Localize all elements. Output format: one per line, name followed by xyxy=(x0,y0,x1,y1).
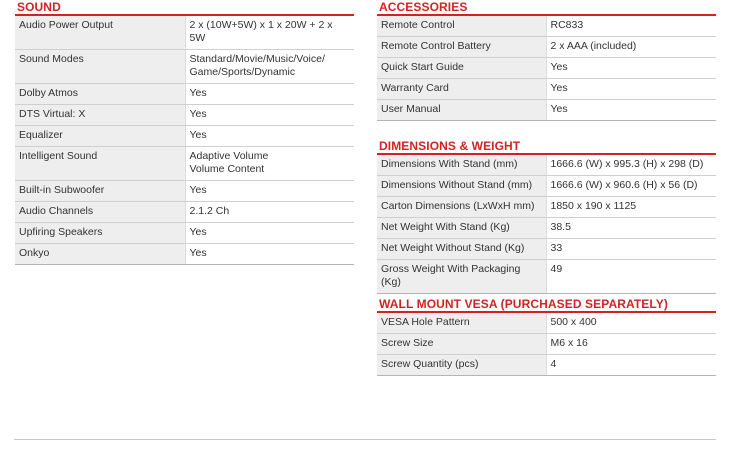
spec-value: 49 xyxy=(546,260,716,294)
table-row xyxy=(377,37,716,58)
spec-label: Onkyo xyxy=(15,244,185,265)
spec-label: Dolby Atmos xyxy=(15,84,185,105)
spec-value: M6 x 16 xyxy=(546,334,716,355)
spec-value-line1: Adaptive Volume xyxy=(189,150,269,162)
table-row xyxy=(377,260,716,294)
dimensions-title: DIMENSIONS & WEIGHT xyxy=(379,139,521,153)
table-row xyxy=(15,202,354,223)
spec-label: DTS Virtual: X xyxy=(15,105,185,126)
spec-label: Audio Channels xyxy=(15,202,185,223)
spec-label: Built-in Subwoofer xyxy=(15,181,185,202)
table-row xyxy=(377,239,716,260)
table-row xyxy=(377,334,716,355)
spec-value: Yes xyxy=(185,105,354,126)
spec-value: 33 xyxy=(546,239,716,260)
sound-table xyxy=(15,16,354,265)
table-row xyxy=(377,79,716,100)
sound-section xyxy=(15,0,354,265)
table-row xyxy=(15,16,354,50)
sound-title: SOUND xyxy=(17,0,61,14)
spec-value: Yes xyxy=(185,181,354,202)
table-row xyxy=(15,181,354,202)
spec-value: 2 x (10W+5W) x 1 x 20W + 2 x 5W xyxy=(185,16,354,50)
spec-label: Gross Weight With Packaging (Kg) xyxy=(377,260,546,294)
spec-label: Net Weight Without Stand (Kg) xyxy=(377,239,546,260)
table-row xyxy=(377,100,716,121)
spec-value: Yes xyxy=(185,244,354,265)
spec-value: 4 xyxy=(546,355,716,376)
spec-value-line2: Volume Content xyxy=(189,163,265,175)
spec-value: 2.1.2 Ch xyxy=(185,202,354,223)
spec-label: Sound Modes xyxy=(15,50,185,84)
spec-label: Screw Size xyxy=(377,334,546,355)
spec-label: Equalizer xyxy=(15,126,185,147)
spec-label: User Manual xyxy=(377,100,546,121)
spec-label: Warranty Card xyxy=(377,79,546,100)
spec-value: 1850 x 190 x 1125 xyxy=(546,197,716,218)
spec-label: Screw Quantity (pcs) xyxy=(377,355,546,376)
spec-label: VESA Hole Pattern xyxy=(377,313,546,334)
table-row xyxy=(377,355,716,376)
table-row xyxy=(15,147,354,181)
spec-value: Yes xyxy=(185,84,354,105)
spec-value: RC833 xyxy=(546,16,716,37)
spec-label: Intelligent Sound xyxy=(15,147,185,181)
table-row xyxy=(15,105,354,126)
spec-label: Remote Control Battery xyxy=(377,37,546,58)
table-row xyxy=(377,155,716,176)
table-row xyxy=(15,126,354,147)
spec-value: Yes xyxy=(185,223,354,244)
spec-label: Quick Start Guide xyxy=(377,58,546,79)
spec-value: Yes xyxy=(185,126,354,147)
vesa-section xyxy=(377,297,716,376)
spec-value: 1666.6 (W) x 960.6 (H) x 56 (D) xyxy=(546,176,716,197)
table-row xyxy=(15,244,354,265)
spec-value-line2: Game/Sports/Dynamic xyxy=(189,66,296,78)
accessories-table xyxy=(377,16,716,121)
table-row xyxy=(377,176,716,197)
table-row xyxy=(377,197,716,218)
table-row xyxy=(15,50,354,84)
vesa-title: WALL MOUNT VESA (PURCHASED SEPARATELY) xyxy=(379,297,668,311)
spec-label: Upfiring Speakers xyxy=(15,223,185,244)
table-row xyxy=(377,16,716,37)
spec-value: 38.5 xyxy=(546,218,716,239)
spec-label: Remote Control xyxy=(377,16,546,37)
spec-label: Dimensions With Stand (mm) xyxy=(377,155,546,176)
vesa-table xyxy=(377,313,716,376)
spec-value: 1666.6 (W) x 995.3 (H) x 298 (D) xyxy=(546,155,716,176)
spec-value: 500 x 400 xyxy=(546,313,716,334)
spec-value: Yes xyxy=(546,58,716,79)
table-row xyxy=(15,223,354,244)
spec-label: Carton Dimensions (LxWxH mm) xyxy=(377,197,546,218)
accessories-section xyxy=(377,0,716,121)
dimensions-section xyxy=(377,139,716,294)
spec-value-line1: Standard/Movie/Music/Voice/ xyxy=(189,53,325,65)
accessories-title: ACCESSORIES xyxy=(379,0,468,14)
spec-value: Yes xyxy=(546,79,716,100)
spec-label: Dimensions Without Stand (mm) xyxy=(377,176,546,197)
table-row xyxy=(377,218,716,239)
page-bottom-divider xyxy=(14,439,716,440)
table-row xyxy=(15,84,354,105)
spec-value: Yes xyxy=(546,100,716,121)
spec-label: Net Weight With Stand (Kg) xyxy=(377,218,546,239)
table-row xyxy=(377,313,716,334)
dimensions-table xyxy=(377,155,716,294)
spec-label: Audio Power Output xyxy=(15,16,185,50)
spec-value xyxy=(185,147,354,181)
spec-value xyxy=(185,50,354,84)
spec-value: 2 x AAA (included) xyxy=(546,37,716,58)
table-row xyxy=(377,58,716,79)
